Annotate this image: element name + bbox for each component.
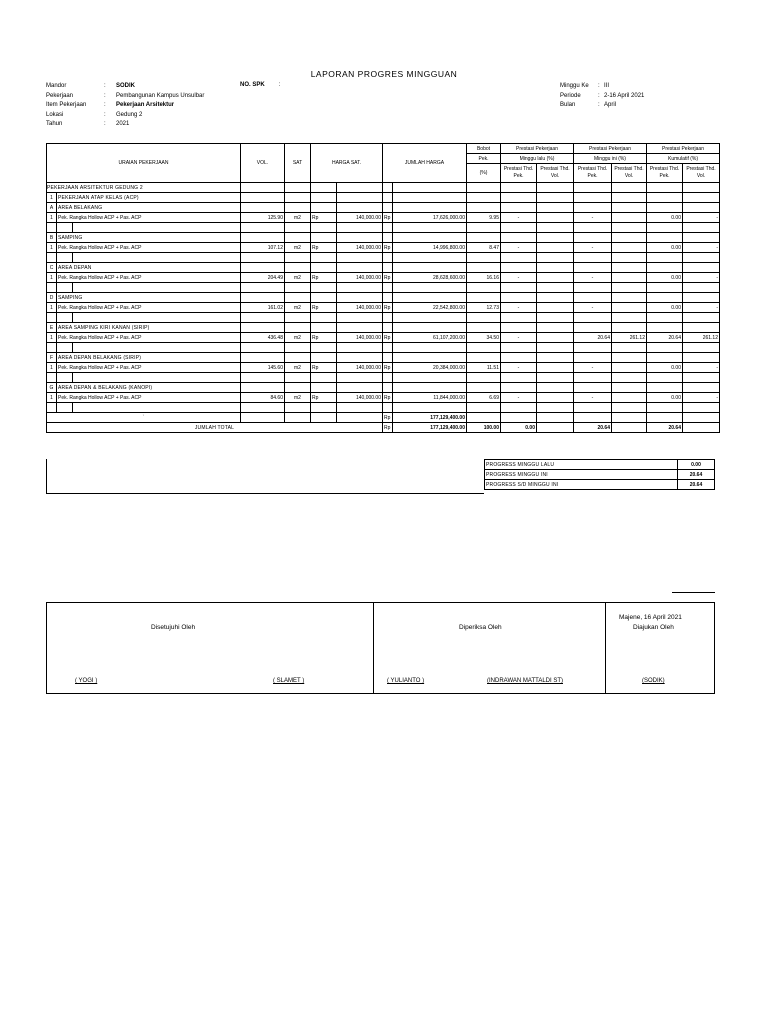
subsection-label: PEKERJAAN ATAP KELAS (ACP) [57, 193, 241, 203]
item-ini-vol [612, 273, 647, 283]
item-vol: 161.02 [241, 303, 285, 313]
item-no: 1 [47, 333, 57, 343]
group-code: A [47, 203, 57, 213]
header-minggu-lalu: Prestasi Pekerjaan [501, 144, 574, 154]
item-sat: m2 [285, 213, 311, 223]
item-harga: 140,000.00 [337, 213, 383, 223]
item-lalu-vol [537, 243, 574, 253]
item-lalu-pek: - [501, 333, 537, 343]
progress-lalu-value: 0.00 [678, 460, 715, 470]
item-rp: Rp [311, 243, 337, 253]
item-ini-vol [612, 363, 647, 373]
header-minggu-ini-sub: Minggu ini (%) [574, 154, 647, 164]
header-minggu-lalu-sub: Minggu lalu (%) [501, 154, 574, 164]
item-vol: 145.60 [241, 363, 285, 373]
signer-yulianto: ( YULIANTO ) [387, 678, 425, 684]
item-ini-vol [612, 243, 647, 253]
signer-yogi: ( YOGI ) [75, 678, 98, 684]
table-row [47, 213, 720, 223]
spacer-row [47, 283, 720, 293]
signer-indrawan: (INDRAWAN MATTALDI ST) [487, 678, 563, 684]
progress-table [46, 143, 720, 433]
group-name: AREA SAMPING KIRI KANAN (SIRIP) [57, 323, 241, 333]
item-ini-pek: - [574, 363, 612, 373]
header-lalu-pek: Prestasi Thd. Pek. [501, 164, 537, 183]
item-no: 1 [47, 243, 57, 253]
subsection-no: 1 [47, 193, 57, 203]
spacer-row [47, 403, 720, 413]
item-rp2: Rp [383, 303, 393, 313]
item-rp: Rp [311, 213, 337, 223]
item-ini-pek: 20.64 [574, 333, 612, 343]
group-code: D [47, 293, 57, 303]
progress-sd-label: PROGRESS S/D MINGGU INI [485, 480, 678, 490]
item-ini-pek: - [574, 303, 612, 313]
item-rp: Rp [311, 333, 337, 343]
table-row [47, 243, 720, 253]
item-harga: 140,000.00 [337, 333, 383, 343]
item-bobot: 9.95 [467, 213, 501, 223]
subtotal-row [47, 413, 720, 423]
header-kum-vol: Prestasi Thd. Vol. [683, 164, 720, 183]
signer-slamet: ( SLAMET ) [273, 678, 305, 684]
item-desc: Pek. Rangka Hollow ACP + Pas. ACP [57, 273, 241, 283]
info-row-bulan: Bulan : April [560, 102, 617, 108]
total-ini: 20.64 [574, 423, 612, 433]
item-lalu-vol [537, 303, 574, 313]
item-kum-pek: 0.00 [647, 273, 683, 283]
item-no: 1 [47, 393, 57, 403]
info-row-pekerjaan: Pekerjaan : Pembangunan Kampus Unsulbar [46, 92, 205, 99]
item-lalu-pek: - [501, 273, 537, 283]
item-kum-vol: - [683, 243, 720, 253]
spk-number: NO. SPK : [240, 82, 281, 88]
item-jumlah: 20,384,000.00 [393, 363, 467, 373]
item-bobot: 16.16 [467, 273, 501, 283]
total-bobot: 100.00 [467, 423, 501, 433]
header-ini-vol: Prestasi Thd. Vol. [612, 164, 647, 183]
item-no: 1 [47, 363, 57, 373]
item-kum-pek: 0.00 [647, 213, 683, 223]
group-code: E [47, 323, 57, 333]
table-left-border [46, 459, 47, 493]
header-ini-pek: Prestasi Thd. Pek. [574, 164, 612, 183]
item-rp2: Rp [383, 363, 393, 373]
table-row [47, 363, 720, 373]
item-harga: 140,000.00 [337, 393, 383, 403]
item-rp2: Rp [383, 273, 393, 283]
signer-sodik: (SODIK) [642, 678, 665, 684]
item-harga: 140,000.00 [337, 273, 383, 283]
group-code: F [47, 353, 57, 363]
signature-block [46, 602, 715, 694]
report-title: LAPORAN PROGRES MINGGUAN [310, 69, 458, 79]
item-rp2: Rp [383, 243, 393, 253]
item-rp: Rp [311, 363, 337, 373]
table-row [47, 273, 720, 283]
item-harga: 140,000.00 [337, 363, 383, 373]
group-code: G [47, 383, 57, 393]
item-lalu-pek: - [501, 243, 537, 253]
item-desc: Pek. Rangka Hollow ACP + Pas. ACP [57, 333, 241, 343]
progress-lalu-label: PROGRESS MINGGU LALU [485, 460, 678, 470]
item-bobot: 34.50 [467, 333, 501, 343]
table-row [47, 393, 720, 403]
item-lalu-pek: - [501, 213, 537, 223]
section-row [47, 183, 720, 193]
header-minggu-ini: Prestasi Pekerjaan [574, 144, 647, 154]
item-ini-vol: 261.12 [612, 333, 647, 343]
subsection-row [47, 193, 720, 203]
signature-divider-2 [605, 603, 606, 693]
item-desc: Pek. Rangka Hollow ACP + Pas. ACP [57, 363, 241, 373]
item-kum-vol: - [683, 213, 720, 223]
table-bottom-border [46, 493, 484, 494]
item-rp2: Rp [383, 213, 393, 223]
spacer-row [47, 253, 720, 263]
group-name: SAMPING [57, 293, 241, 303]
item-ini-vol [612, 303, 647, 313]
info-row-periode: Periode : 2-16 April 2021 [560, 92, 645, 99]
progress-ini-label: PROGRESS MINGGU INI [485, 470, 678, 480]
group-name: AREA DEPAN & BELAKANG (KANOPI) [57, 383, 241, 393]
item-sat: m2 [285, 363, 311, 373]
item-ini-vol [612, 213, 647, 223]
subtotal-mark: ` [47, 413, 241, 423]
progress-sd-value: 20.64 [678, 480, 715, 490]
item-kum-vol: - [683, 363, 720, 373]
total-row [47, 423, 720, 433]
item-kum-pek: 0.00 [647, 393, 683, 403]
item-kum-pek: 0.00 [647, 243, 683, 253]
item-rp: Rp [311, 273, 337, 283]
progress-ini-value: 20.64 [678, 470, 715, 480]
group-header-row [47, 383, 720, 393]
table-row [47, 303, 720, 313]
item-vol: 84.60 [241, 393, 285, 403]
item-lalu-vol [537, 393, 574, 403]
header-lalu-vol: Prestasi Thd. Vol. [537, 164, 574, 183]
item-kum-vol: 261.12 [683, 333, 720, 343]
group-name: AREA DEPAN [57, 263, 241, 273]
group-code: B [47, 233, 57, 243]
item-lalu-vol [537, 273, 574, 283]
spacer-row [47, 373, 720, 383]
info-row-mandor: Mandor : SODIK [46, 83, 136, 89]
item-ini-pek: - [574, 243, 612, 253]
item-no: 1 [47, 303, 57, 313]
header-vol: VOL. [241, 144, 285, 183]
item-lalu-vol [537, 363, 574, 373]
group-header-row [47, 353, 720, 363]
group-name: AREA DEPAN BELAKANG (SIRIP) [57, 353, 241, 363]
item-desc: Pek. Rangka Hollow ACP + Pas. ACP [57, 303, 241, 313]
header-harga-sat: HARGA SAT. [311, 144, 383, 183]
item-kum-vol: - [683, 393, 720, 403]
header-kum-pek: Prestasi Thd. Pek. [647, 164, 683, 183]
item-jumlah: 28,628,600.00 [393, 273, 467, 283]
item-rp2: Rp [383, 333, 393, 343]
item-jumlah: 17,626,000.00 [393, 213, 467, 223]
spacer-row [47, 223, 720, 233]
item-ini-pek: - [574, 213, 612, 223]
info-left [46, 82, 204, 130]
item-harga: 140,000.00 [337, 303, 383, 313]
group-name: AREA BELAKANG [57, 203, 241, 213]
section-title: PEKERJAAN ARSITEKTUR GEDUNG 2 [47, 183, 241, 193]
header-bobot: Bobot [467, 144, 501, 154]
item-sat: m2 [285, 273, 311, 283]
item-bobot: 12.73 [467, 303, 501, 313]
item-rp2: Rp [383, 393, 393, 403]
progress-ini-row [485, 470, 715, 480]
item-lalu-pek: - [501, 303, 537, 313]
item-kum-pek: 0.00 [647, 363, 683, 373]
group-name: SAMPING [57, 233, 241, 243]
item-ini-pek: - [574, 393, 612, 403]
group-code: C [47, 263, 57, 273]
total-kum: 20.64 [647, 423, 683, 433]
group-header-row [47, 203, 720, 213]
item-jumlah: 61,107,200.00 [393, 333, 467, 343]
item-sat: m2 [285, 333, 311, 343]
item-ini-pek: - [574, 273, 612, 283]
item-jumlah: 14,996,800.00 [393, 243, 467, 253]
submitted-by-label: Diajukan Oleh [633, 624, 674, 631]
item-bobot: 11.51 [467, 363, 501, 373]
item-harga: 140,000.00 [337, 243, 383, 253]
info-row-lokasi: Lokasi : Gedung 2 [46, 111, 143, 118]
item-bobot: 6.69 [467, 393, 501, 403]
item-no: 1 [47, 273, 57, 283]
item-sat: m2 [285, 243, 311, 253]
group-header-row [47, 323, 720, 333]
signature-top-rule [672, 592, 715, 593]
progress-summary [484, 459, 715, 490]
item-sat: m2 [285, 393, 311, 403]
header-sat: SAT [285, 144, 311, 183]
item-jumlah: 22,542,800.00 [393, 303, 467, 313]
group-header-row [47, 233, 720, 243]
item-ini-vol [612, 393, 647, 403]
progress-lalu-row [485, 460, 715, 470]
item-vol: 204.49 [241, 273, 285, 283]
approved-by-label: Disetujuhi Oleh [151, 624, 196, 631]
item-desc: Pek. Rangka Hollow ACP + Pas. ACP [57, 393, 241, 403]
table-row [47, 333, 720, 343]
header-pek: Pek. [467, 154, 501, 164]
info-row-item: Item Pekerjaan : Pekerjaan Arsitektur [46, 102, 175, 108]
header-kumulatif: Prestasi Pekerjaan [647, 144, 720, 154]
item-vol: 125.90 [241, 213, 285, 223]
item-lalu-vol [537, 333, 574, 343]
group-header-row [47, 263, 720, 273]
info-right [560, 82, 644, 111]
checked-by-label: Diperiksa Oleh [459, 624, 502, 631]
header-uraian: URAIAN PEKERJAAN [47, 144, 241, 183]
item-desc: Pek. Rangka Hollow ACP + Pas. ACP [57, 213, 241, 223]
total-rp: Rp [383, 423, 393, 433]
info-row-minggu: Minggu Ke : III [560, 83, 610, 89]
item-no: 1 [47, 213, 57, 223]
total-label: JUMLAH TOTAL [47, 423, 383, 433]
item-desc: Pek. Rangka Hollow ACP + Pas. ACP [57, 243, 241, 253]
item-kum-vol: - [683, 303, 720, 313]
spacer-row [47, 313, 720, 323]
item-bobot: 8.47 [467, 243, 501, 253]
item-jumlah: 11,844,000.00 [393, 393, 467, 403]
header-jumlah-harga: JUMLAH HARGA [383, 144, 467, 183]
spacer-row [47, 343, 720, 353]
header-pct: (%) [467, 164, 501, 183]
total-lalu: 0.00 [501, 423, 537, 433]
info-row-tahun: Tahun : 2021 [46, 121, 130, 127]
item-rp: Rp [311, 393, 337, 403]
item-kum-vol: - [683, 273, 720, 283]
subtotal-value: 177,129,400.00 [393, 413, 467, 423]
item-kum-pek: 20.64 [647, 333, 683, 343]
item-vol: 436.48 [241, 333, 285, 343]
item-rp: Rp [311, 303, 337, 313]
signature-divider-1 [373, 603, 374, 693]
item-kum-pek: 0.00 [647, 303, 683, 313]
item-lalu-pek: - [501, 363, 537, 373]
item-sat: m2 [285, 303, 311, 313]
item-lalu-pek: - [501, 393, 537, 403]
group-header-row [47, 293, 720, 303]
progress-sd-row [485, 480, 715, 490]
item-lalu-vol [537, 213, 574, 223]
item-vol: 107.12 [241, 243, 285, 253]
subtotal-rp: Rp [383, 413, 393, 423]
header-kumulatif-sub: Kumulatif (%) [647, 154, 720, 164]
total-value: 177,129,400.00 [393, 423, 467, 433]
place-date: Majene, 16 April 2021 [619, 614, 682, 621]
